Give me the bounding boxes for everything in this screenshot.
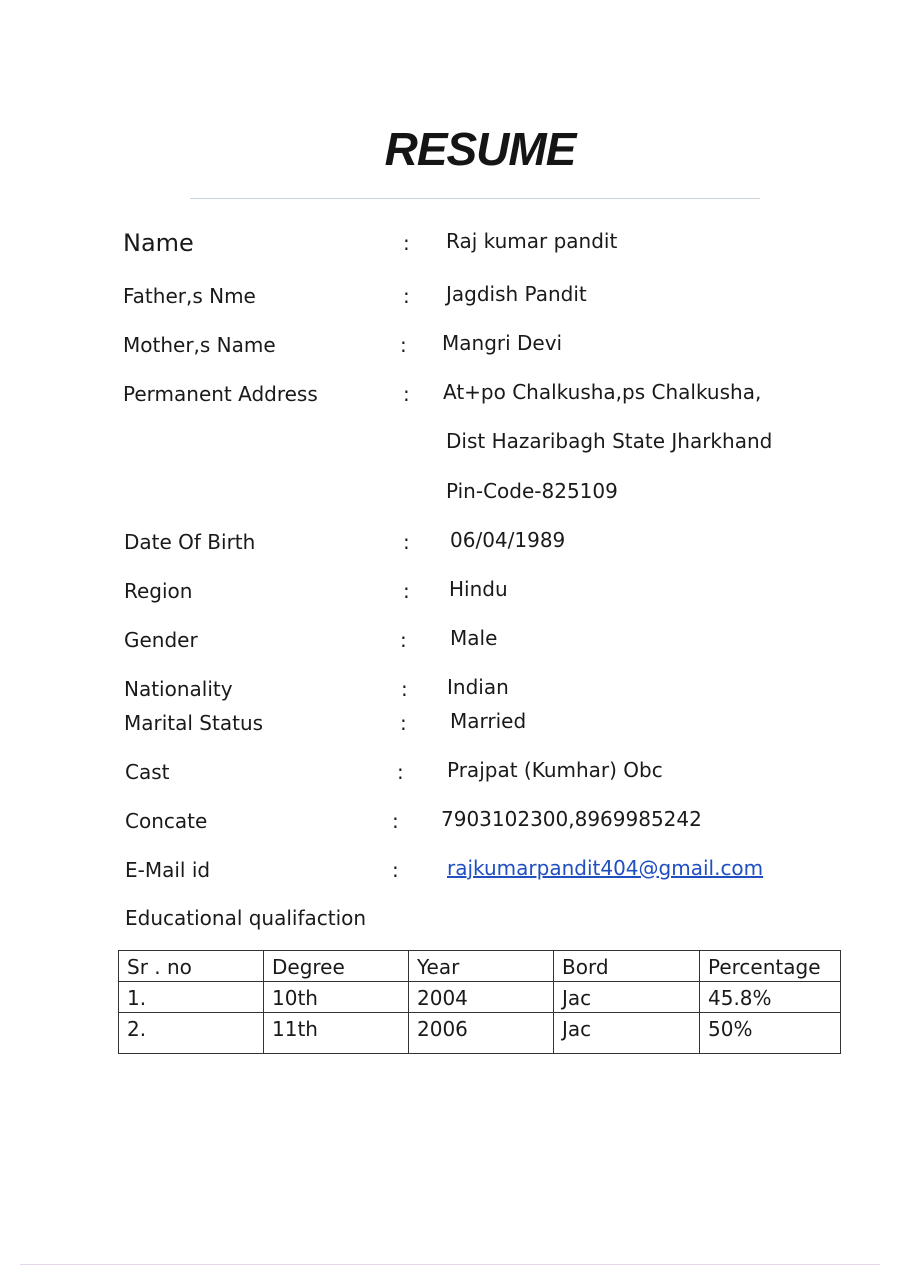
- field-value-cast: Prajpat (Kumhar) Obc: [447, 758, 663, 782]
- field-value-address-line-3: Pin-Code-825109: [446, 479, 618, 503]
- field-colon: :: [403, 231, 410, 255]
- field-label-nationality: Nationality: [124, 677, 233, 701]
- field-colon: :: [400, 711, 407, 735]
- field-label-region: Region: [124, 579, 193, 603]
- cell-board: Jac: [554, 1013, 700, 1054]
- column-header-board: Bord: [554, 951, 700, 982]
- column-header-degree: Degree: [264, 951, 409, 982]
- cell-board: Jac: [554, 982, 700, 1013]
- resume-title: RESUME: [384, 123, 576, 175]
- field-colon: :: [403, 579, 410, 603]
- field-label-date-of-birth: Date Of Birth: [124, 530, 256, 554]
- field-label-name: Name: [123, 229, 194, 257]
- field-label-email: E-Mail id: [125, 858, 211, 882]
- title-divider: [190, 198, 760, 199]
- field-colon: :: [403, 382, 410, 406]
- cell-year: 2004: [409, 982, 554, 1013]
- table-row: [119, 982, 841, 1013]
- cell-degree: 10th: [264, 982, 409, 1013]
- field-value-contact: 7903102300,8969985242: [441, 807, 702, 831]
- field-label-gender: Gender: [124, 628, 198, 652]
- field-value-date-of-birth: 06/04/1989: [450, 528, 566, 552]
- education-table: [118, 950, 841, 1054]
- field-colon: :: [397, 760, 404, 784]
- field-label-cast: Cast: [125, 760, 170, 784]
- field-colon: :: [403, 284, 410, 308]
- column-header-year: Year: [409, 951, 554, 982]
- field-colon: :: [403, 530, 410, 554]
- cell-sr-no: 2.: [119, 1013, 264, 1054]
- field-value-name: Raj kumar pandit: [446, 229, 618, 253]
- field-value-father-name: Jagdish Pandit: [446, 282, 587, 306]
- field-value-address-line-1: At+po Chalkusha,ps Chalkusha,: [443, 380, 762, 404]
- cell-degree: 11th: [264, 1013, 409, 1054]
- field-colon: :: [392, 858, 399, 882]
- field-value-email[interactable]: rajkumarpandit404@gmail.com: [447, 856, 764, 880]
- cell-sr-no: 1.: [119, 982, 264, 1013]
- field-colon: :: [400, 333, 407, 357]
- field-colon: :: [392, 809, 399, 833]
- cell-percentage: 50%: [700, 1013, 841, 1054]
- cell-year: 2006: [409, 1013, 554, 1054]
- field-label-marital-status: Marital Status: [124, 711, 264, 735]
- column-header-sr-no: Sr . no: [119, 951, 264, 982]
- field-value-gender: Male: [450, 626, 498, 650]
- field-colon: :: [401, 677, 408, 701]
- field-value-region: Hindu: [449, 577, 508, 601]
- field-label-mother-name: Mother,s Name: [123, 333, 276, 357]
- field-value-marital-status: Married: [450, 709, 527, 733]
- field-label-contact: Concate: [125, 809, 208, 833]
- table-header-row: [119, 951, 841, 982]
- page-footer-line: [20, 1264, 880, 1265]
- field-colon: :: [400, 628, 407, 652]
- education-heading: Educational qualifaction: [125, 906, 367, 930]
- field-label-father-name: Father,s Nme: [123, 284, 256, 308]
- field-value-mother-name: Mangri Devi: [442, 331, 563, 355]
- field-value-address-line-2: Dist Hazaribagh State Jharkhand: [446, 429, 773, 453]
- field-label-permanent-address: Permanent Address: [123, 382, 318, 406]
- cell-percentage: 45.8%: [700, 982, 841, 1013]
- field-value-nationality: Indian: [447, 675, 509, 699]
- table-row: [119, 1013, 841, 1054]
- column-header-percentage: Percentage: [700, 951, 841, 982]
